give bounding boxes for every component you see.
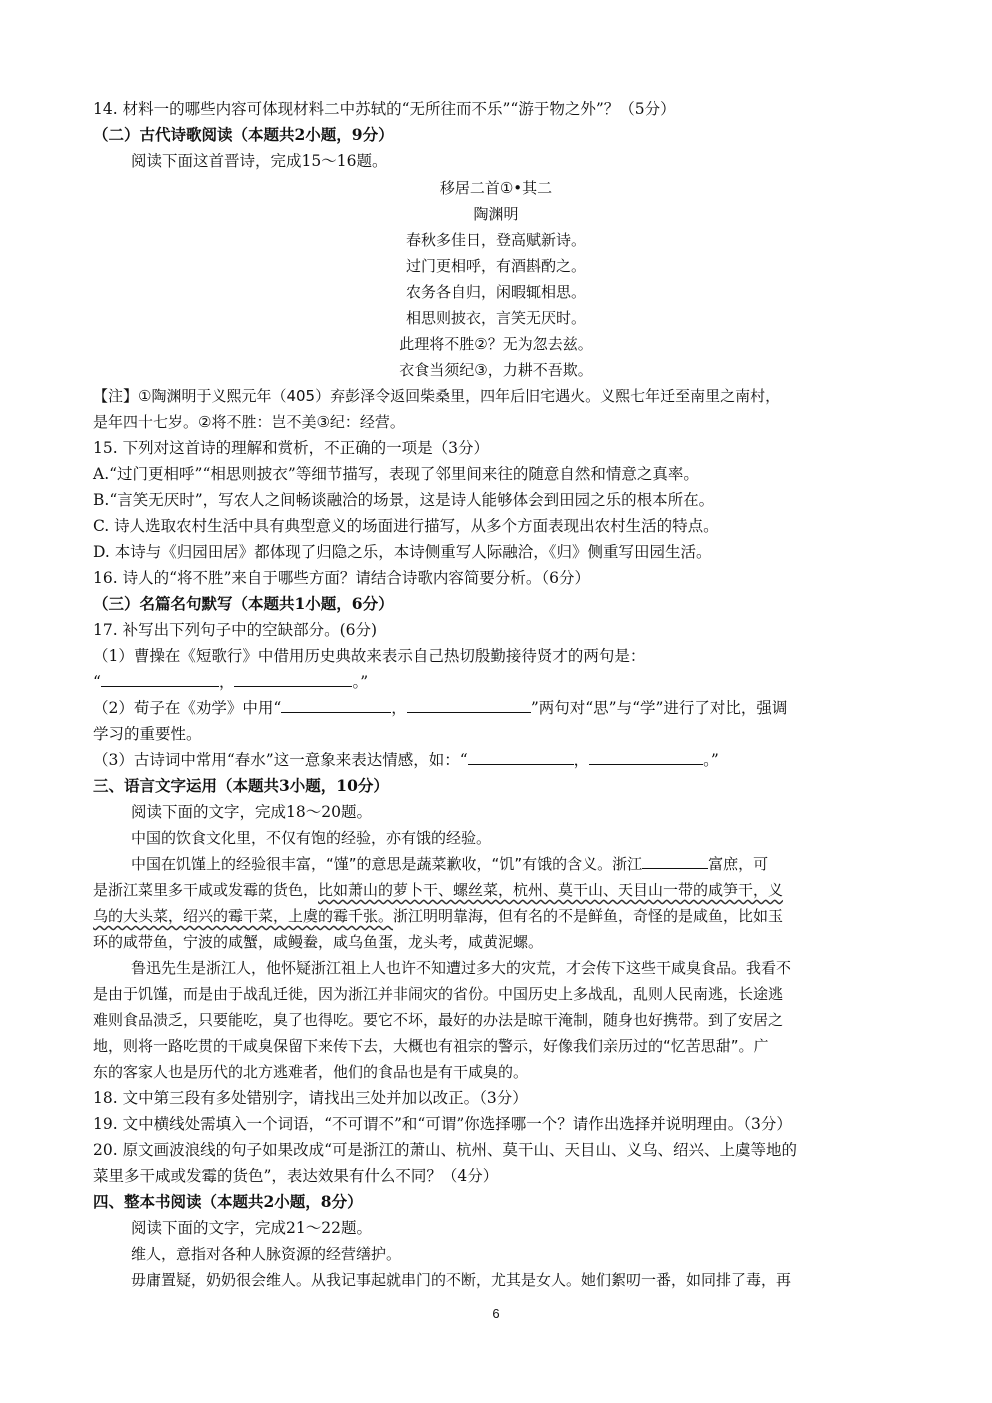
passage-paragraph-2-line: 环的咸带鱼，宁波的咸蟹，咸鳗鲞，咸乌鱼蛋，龙头考，咸黄泥螺。 [93, 933, 544, 951]
wavy-underlined-sentence: 乌的大头菜，绍兴的霉干菜，上虞的霉千张。 [93, 907, 394, 925]
wavy-underlined-sentence: 比如萧山的萝卜干、螺丝菜，杭州、莫干山、天目山一带的咸笋干，义 [318, 881, 784, 899]
question-17-3 [93, 747, 904, 773]
passage-paragraph-4: 维人，意指对各种人脉资源的经营缮护。 [131, 1245, 402, 1263]
poem-note-cont: 是年四十七岁。②将不胜：岂不美③纪：经营。 [93, 413, 405, 431]
poem-line: 衣食当须纪③，力耕不吾欺。 [399, 361, 593, 379]
question-17: 17. 补写出下列句子中的空缺部分。(6分) [93, 621, 378, 639]
q17-3-text: （3）古诗词中常用“春水”这一意象来表达情感，如：“ [93, 751, 468, 769]
question-20-cont: 菜里多干咸或发霉的货色”，表达效果有什么不同？（4分） [93, 1167, 499, 1185]
quote-close: 。” [703, 751, 719, 769]
fill-blank[interactable] [407, 696, 531, 713]
q17-2-text-post: ”两句对“思”与“学”进行了对比，强调 [530, 699, 788, 717]
passage-text: 是浙江菜里多干咸或发霉的货色， [93, 881, 319, 899]
fill-blank[interactable] [101, 670, 219, 687]
passage-paragraph-3: 鲁迅先生是浙江人，他怀疑浙江祖上人也许不知遭过多大的灾荒，才会传下这些干咸臭食品。我看不 [131, 959, 792, 977]
fill-blank[interactable] [468, 748, 574, 765]
fill-blank[interactable] [642, 852, 708, 869]
question-14: 14. 材料一的哪些内容可体现材料二中苏轼的“无所往而不乐”“游于物之外”？（5分） [93, 100, 676, 118]
passage-paragraph-2-line [93, 877, 904, 903]
part-4-intro: 阅读下面的文字，完成21～22题。 [131, 1219, 372, 1237]
part-3-title: 三、语言文字运用（本题共3小题，10分） [93, 776, 389, 795]
poem-line: 此理将不胜②？无为忽去兹。 [399, 335, 593, 353]
question-20: 20. 原文画波浪线的句子如果改成“可是浙江的萧山、杭州、莫干山、天目山、义乌、绍兴、上虞等地的 [93, 1141, 798, 1159]
poem-line: 春秋多佳日，登高赋新诗。 [405, 231, 586, 249]
passage-paragraph-3-line: 地，则将一路吃贯的干咸臭保留下来传下去，大概也有祖宗的警示，好像我们亲历过的“忆苦思甜”。广 [93, 1037, 769, 1055]
poem-title: 移居二首①•其二 [439, 179, 553, 197]
passage-paragraph-3-line: 是由于饥馑，而是由于战乱迁徙，因为浙江并非闹灾的省份。中国历史上多战乱，乱则人民南逃，长途逃 [93, 985, 784, 1003]
option-c: C. 诗人选取农村生活中具有典型意义的场面进行描写，从多个方面表现出农村生活的特点。 [93, 517, 719, 535]
fill-blank[interactable] [234, 670, 352, 687]
poem-line: 相思则披衣，言笑无厌时。 [405, 309, 586, 327]
passage-paragraph-3-line: 东的客家人也是历代的北方逃难者，他们的食品也是有干咸臭的。 [93, 1063, 529, 1081]
option-b: B.“言笑无厌时”，写农人之间畅谈融洽的场景，这是诗人能够体会到田园之乐的根本所在。 [93, 491, 715, 509]
passage-paragraph-3-line: 难则食品溃乏，只要能吃，臭了也得吃。要它不坏，最好的办法是晾干淹制，随身也好携带。到了安居之 [93, 1011, 784, 1029]
question-17-1-blanks [93, 669, 904, 695]
option-d: D. 本诗与《归园田居》都体现了归隐之乐，本诗侧重写人际融洽，《归》侧重写田园生活。 [93, 543, 712, 561]
part-4-title: 四、整本书阅读（本题共2小题，8分） [93, 1192, 363, 1211]
question-16: 16. 诗人的“将不胜”来自于哪些方面？请结合诗歌内容简要分析。（6分） [93, 569, 591, 587]
question-17-1: （1）曹操在《短歌行》中借用历史典故来表示自己热切殷勤接待贤才的两句是： [93, 647, 646, 665]
page-number: 6 [492, 1306, 500, 1321]
poem-line: 农务各自归，闲暇辄相思。 [405, 283, 586, 301]
section-3-title: （三）名篇名句默写（本题共1小题，6分） [93, 594, 394, 613]
option-a: A.“过门更相呼”“相思则披衣”等细节描写，表现了邻里间来往的随意自然和情意之真率。 [93, 465, 699, 483]
fill-blank[interactable] [589, 748, 703, 765]
passage-text: 富庶，可 [708, 855, 769, 873]
poem-author: 陶渊明 [473, 205, 519, 223]
passage-paragraph-1: 中国的饮食文化里，不仅有饱的经验，亦有饿的经验。 [131, 829, 492, 847]
passage-text: 浙江明明靠海，但有名的不是鲜鱼，奇怪的是咸鱼，比如玉 [393, 907, 784, 925]
section-2-title: （二）古代诗歌阅读（本题共2小题，9分） [93, 125, 394, 144]
quote-open: “ [93, 673, 101, 691]
passage-text: 中国在饥馑上的经验很丰富，“馑”的意思是蔬菜歉收，“饥”有饿的含义。浙江 [131, 855, 643, 873]
comma: ， [573, 751, 590, 769]
question-15: 15. 下列对这首诗的理解和赏析，不正确的一项是（3分） [93, 439, 489, 457]
poem-note: 【注】①陶渊明于义熙元年（405）弃彭泽令返回柴桑里，四年后旧宅遇火。义熙七年迁至南里之南村， [93, 387, 781, 405]
passage-paragraph-2 [131, 851, 904, 877]
question-17-2 [93, 695, 904, 721]
passage-paragraph-2-line [93, 903, 904, 929]
quote-close: 。” [352, 673, 369, 691]
question-17-2-cont: 学习的重要性。 [93, 725, 202, 743]
poem-line: 过门更相呼，有酒斟酌之。 [405, 257, 586, 275]
comma: ， [218, 673, 235, 691]
part-3-intro: 阅读下面的文字，完成18～20题。 [131, 803, 372, 821]
section-2-intro: 阅读下面这首晋诗，完成15～16题。 [131, 152, 388, 170]
fill-blank[interactable] [281, 696, 391, 713]
passage-paragraph-5: 毋庸置疑，奶奶很会维人。从我记事起就串门的不断，尤其是女人。她们絮叨一番，如同排了毒，再 [131, 1271, 792, 1289]
question-19: 19. 文中横线处需填入一个词语，“不可谓不”和“可谓”你选择哪一个？请作出选择并说明理由。（3分） [93, 1115, 792, 1133]
comma: ， [391, 699, 407, 717]
q17-2-text: （2）荀子在《劝学》中用“ [93, 699, 282, 717]
question-18: 18. 文中第三段有多处错别字，请找出三处并加以改正。（3分） [93, 1089, 528, 1107]
